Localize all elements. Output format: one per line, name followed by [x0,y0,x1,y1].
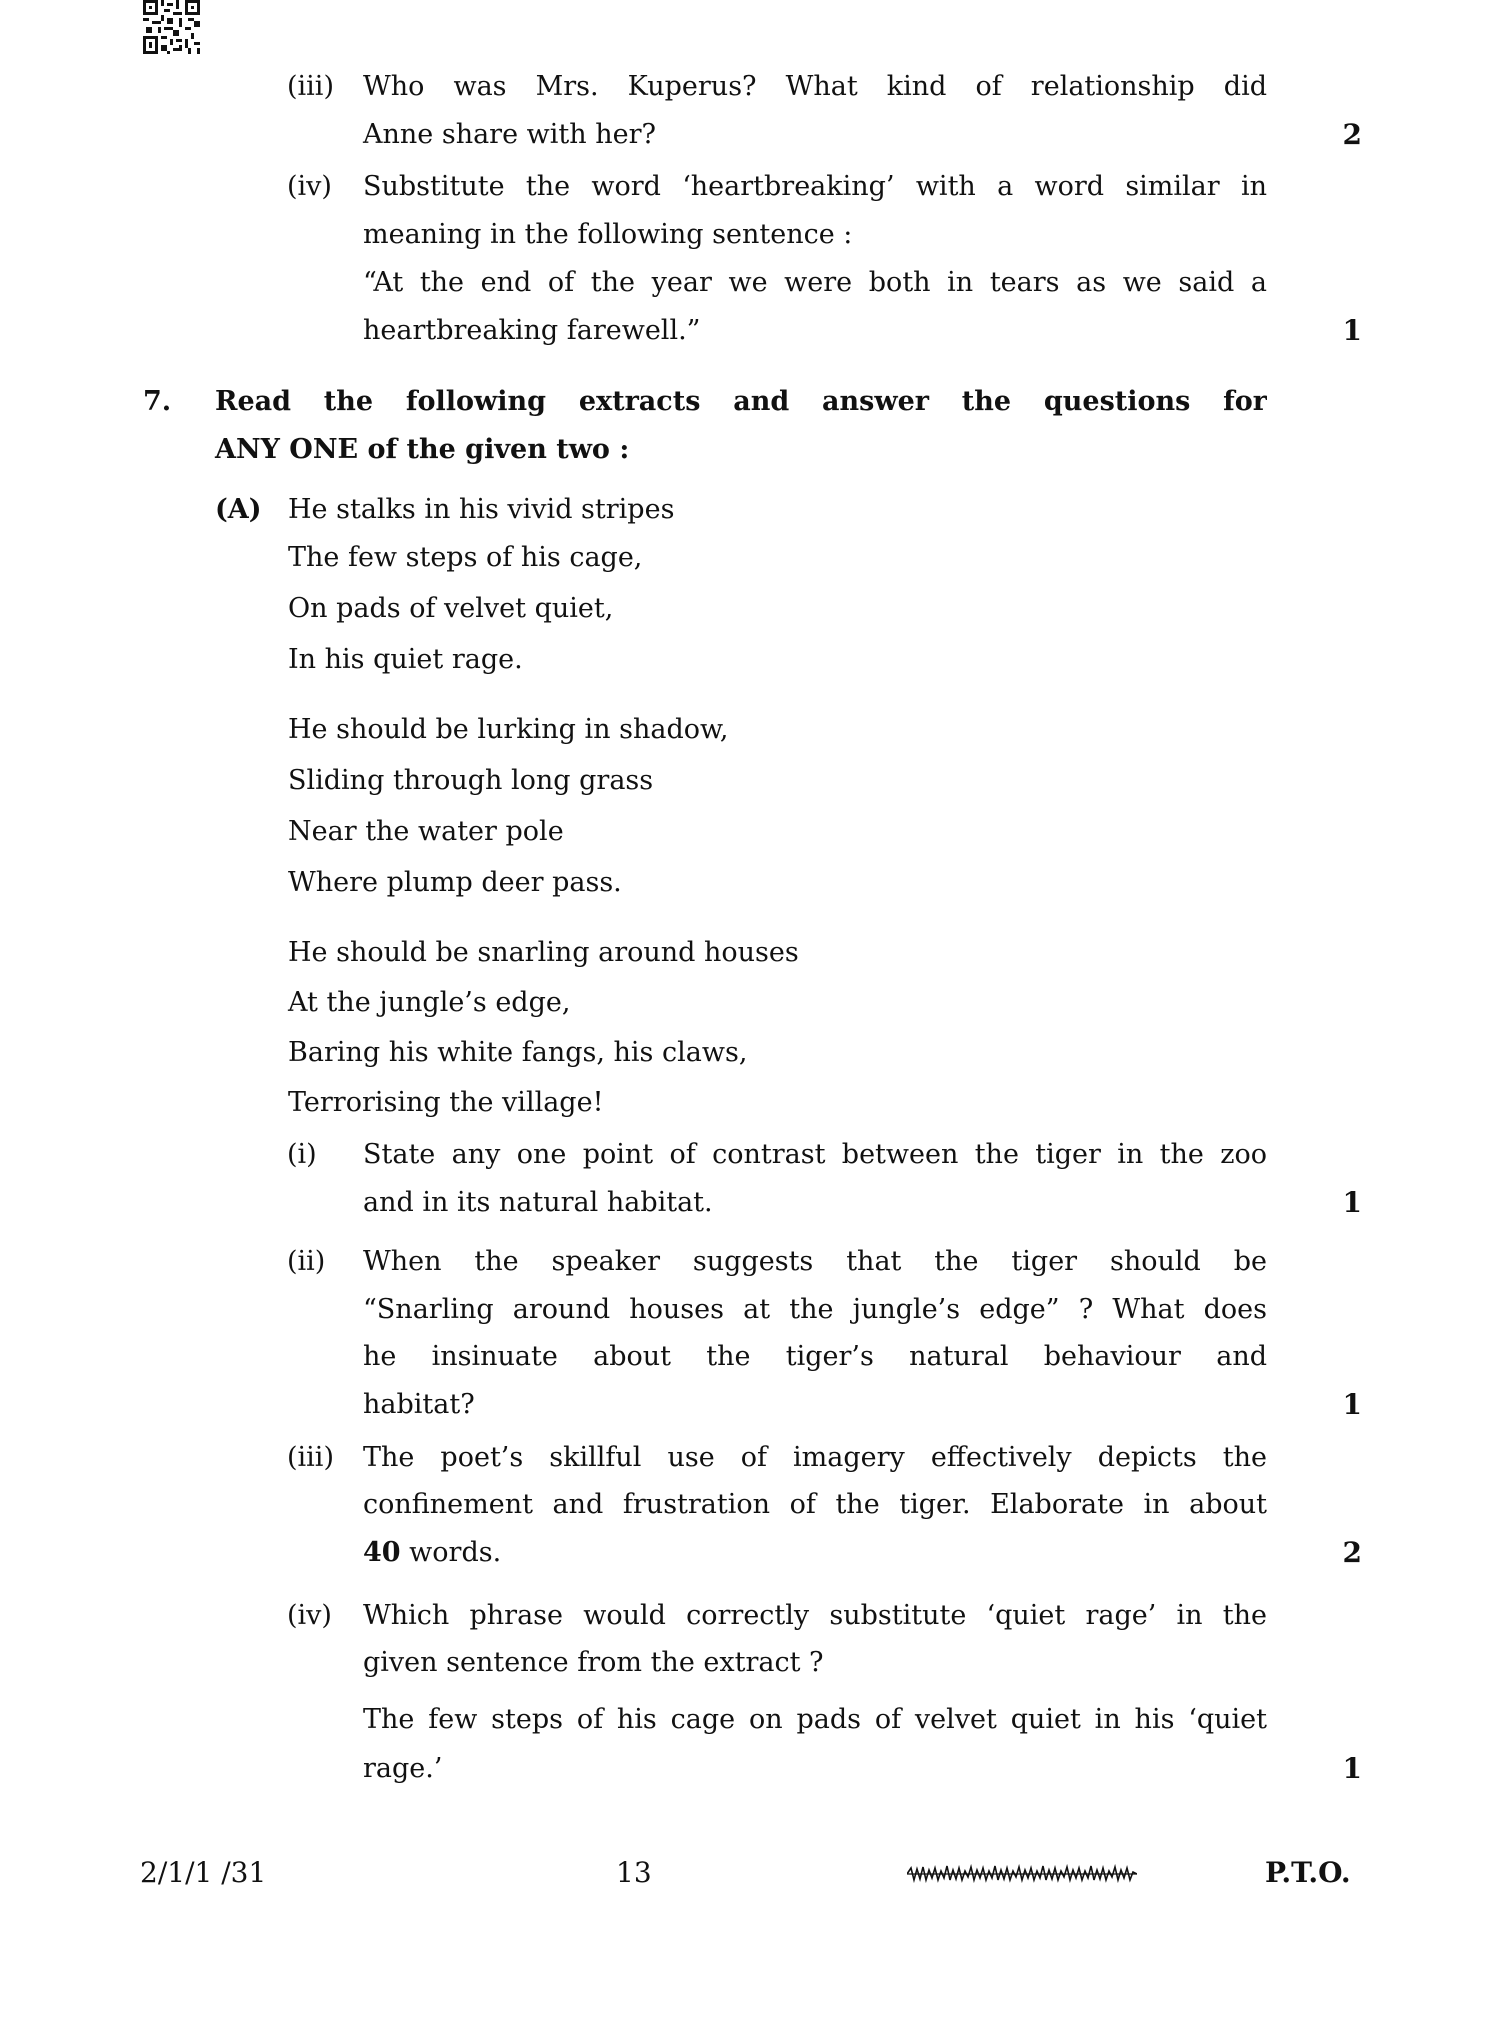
poem-line: He stalks in his vivid stripes [288,494,675,525]
poem-line: Baring his white fangs, his claws, [288,1037,748,1068]
sub-question-text-line: State any one point of contrast between the tiger in the zoo [363,1139,1267,1170]
sub-question-text-line: Substitute the word ‘heartbreaking’ with a word similar in [363,171,1267,202]
poem-line: Where plump deer pass. [288,867,622,898]
poem-line: Sliding through long grass [288,765,654,796]
question-heading-line: Read the following extracts and answer the questions for [215,386,1267,417]
sub-question-label: (i) [287,1139,317,1170]
sub-question-label: (iii) [287,71,334,102]
poem-line: He should be lurking in shadow, [288,714,729,745]
sub-question-text-line: habitat? [363,1389,475,1420]
poem-line: He should be snarling around houses [288,937,799,968]
sub-question-text-line: confinement and frustration of the tiger. Elaborate in about [363,1489,1267,1520]
sub-question-text-line: given sentence from the extract ? [363,1647,824,1678]
paper-code: 2/1/1 /31 [140,1856,267,1889]
sub-question-text-line: and in its natural habitat. [363,1187,713,1218]
extract-label: (A) [215,494,262,525]
please-turn-over: P.T.O. [1265,1856,1351,1889]
sub-question-label: (iv) [287,171,332,202]
sub-question-text-line: When the speaker suggests that the tiger should be [363,1246,1267,1277]
sub-question-label: (iv) [287,1600,332,1631]
sub-question-text-line: “Snarling around houses at the jungle’s edge” ? What does [363,1294,1267,1325]
sub-question-label: (ii) [287,1246,326,1277]
marks: 1 [1342,1752,1362,1785]
sub-question-text-line: Who was Mrs. Kuperus? What kind of relationship did [363,71,1267,102]
marks: 2 [1342,118,1362,151]
quoted-sentence-line: The few steps of his cage on pads of velvet quiet in his ‘quiet [363,1704,1267,1735]
qr-code-icon [143,0,200,54]
sub-question-text-line: he insinuate about the tiger’s natural behaviour and [363,1341,1267,1372]
signature-squiggle-icon [907,1862,1137,1886]
question-number: 7. [143,386,172,417]
sub-question-text-line: Which phrase would correctly substitute ‘quiet rage’ in the [363,1600,1267,1631]
quoted-sentence-line: “At the end of the year we were both in tears as we said a [363,267,1267,298]
poem-line: Terrorising the village! [288,1087,604,1118]
poem-line: In his quiet rage. [288,644,523,675]
marks: 1 [1342,1186,1362,1219]
question-heading-line: ANY ONE of the given two : [215,434,630,465]
marks: 1 [1342,314,1362,347]
poem-line: The few steps of his cage, [288,542,643,573]
word-limit: 40 [363,1537,401,1568]
sub-question-text-line: The poet’s skillful use of imagery effectively depicts the [363,1442,1267,1473]
poem-line: On pads of velvet quiet, [288,593,614,624]
quoted-sentence-line: rage.’ [363,1753,443,1784]
poem-line: At the jungle’s edge, [288,987,571,1018]
word-limit-suffix: words. [409,1537,502,1568]
marks: 2 [1342,1536,1362,1569]
sub-question-text-line: Anne share with her? [363,119,656,150]
sub-question-text-line [363,1536,1267,1570]
sub-question-text-line: meaning in the following sentence : [363,219,853,250]
poem-line: Near the water pole [288,816,564,847]
sub-question-label: (iii) [287,1442,334,1473]
marks: 1 [1342,1388,1362,1421]
quoted-sentence-line: heartbreaking farewell.” [363,315,701,346]
page-number: 13 [616,1856,652,1889]
